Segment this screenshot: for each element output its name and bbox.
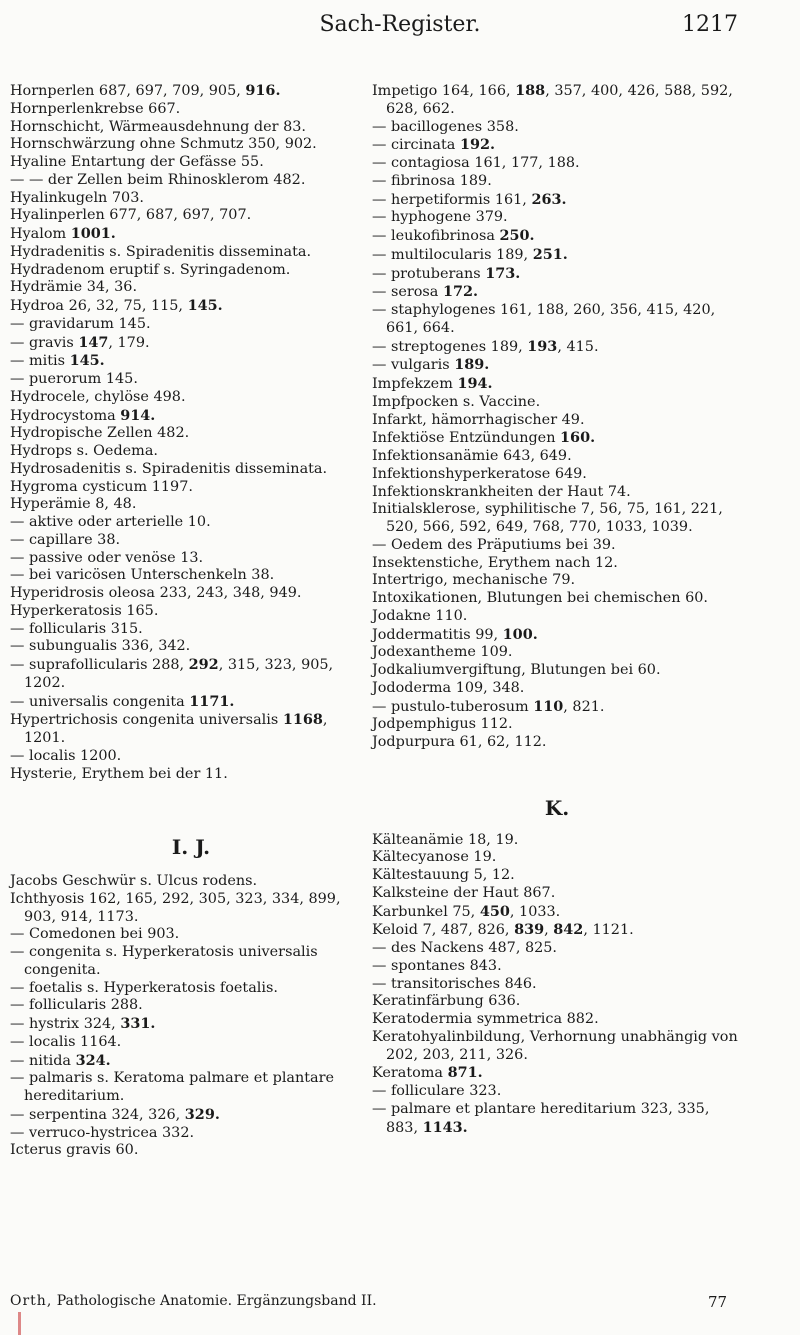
- entry-text: Keratinfärbung 636.: [372, 993, 521, 1010]
- entry-text: — transitorisches 846.: [372, 975, 537, 992]
- index-entry: [10, 461, 372, 479]
- entry-text: Hyalinperlen 677, 687, 697, 707.: [10, 207, 252, 224]
- entry-text: , 315, 323, 905, 1202.: [24, 657, 334, 691]
- entry-text: Jacobs Geschwür s. Ulcus rodens.: [10, 873, 258, 889]
- entry-text: Hyalinkugeln 703.: [10, 189, 144, 206]
- entry-text: Kalksteine der Haut 867.: [372, 884, 556, 901]
- index-entry: [372, 82, 742, 119]
- index-entry: [372, 940, 742, 958]
- entry-text: Keratohyalinbildung, Verhornung unabhängig von 202, 203, 211, 326.: [372, 1028, 738, 1063]
- entry-text: Hydrocystoma: [10, 407, 121, 424]
- entry-text: — capillare 38.: [10, 531, 121, 548]
- margin-line: [0, 1312, 21, 1335]
- entry-text: Jodpurpura 61, 62, 112.: [372, 734, 547, 750]
- entry-text: Infektionsanämie 643, 649.: [372, 448, 572, 464]
- index-entry: [10, 1034, 372, 1052]
- index-entry: [372, 1064, 742, 1083]
- index-entry: [372, 608, 742, 626]
- entry-bold-ref: 194.: [457, 375, 493, 392]
- entry-text: Jodexantheme 109.: [372, 644, 513, 661]
- index-entry: [10, 190, 372, 208]
- index-entry: [372, 412, 742, 430]
- index-entry: [372, 448, 742, 466]
- index-entry: [10, 585, 372, 603]
- entry-text: , 1121.: [583, 922, 634, 939]
- entry-text: Keratoma: [372, 1065, 448, 1082]
- entry-bold-ref: 914.: [120, 406, 156, 424]
- entry-text: — folliculare 323.: [372, 1083, 502, 1099]
- index-entry: [372, 394, 742, 412]
- index-entry: [10, 656, 372, 693]
- entry-text: Hydrosadenitis s. Spiradenitis disseminata.: [10, 460, 328, 477]
- entry-bold-ref: 842: [553, 921, 584, 939]
- index-entry: [372, 993, 742, 1011]
- index-entry: [372, 265, 742, 284]
- index-entry: [372, 976, 742, 994]
- index-entry: [10, 496, 372, 514]
- index-entry: [10, 297, 372, 316]
- index-entry: [10, 603, 372, 621]
- entry-text: Jodpemphigus 112.: [372, 716, 513, 733]
- entry-text: , 179.: [108, 334, 150, 351]
- entry-bold-ref: 1171.: [189, 692, 235, 710]
- entry-bold-ref: 871.: [447, 1064, 483, 1082]
- index-list-ij: [10, 873, 372, 1160]
- entry-text: Jododerma 109, 348.: [372, 679, 525, 696]
- index-entry: [372, 246, 742, 265]
- index-list-ij-cont: [372, 82, 742, 752]
- entry-text: Hyalom: [10, 226, 71, 242]
- entry-text: Hyperidrosis oleosa 233, 243, 348, 949.: [10, 585, 302, 601]
- index-entry: [372, 484, 742, 502]
- index-entry: [10, 262, 372, 280]
- index-entry: [372, 429, 742, 448]
- index-entry: [372, 119, 742, 137]
- index-entry: [10, 479, 372, 497]
- entry-text: — spontanes 843.: [372, 957, 502, 974]
- entry-text: Infektionskrankheiten der Haut 74.: [372, 483, 631, 500]
- index-entry: [372, 626, 742, 645]
- entry-bold-ref: 110: [533, 697, 564, 715]
- entry-text: Hydroa 26, 32, 75, 115,: [10, 298, 188, 314]
- entry-text: Hornschwärzung ohne Schmutz 350, 902.: [10, 136, 317, 153]
- index-entry: [10, 207, 372, 225]
- entry-text: , 415.: [557, 338, 599, 355]
- entry-text: — gravidarum 145.: [10, 315, 151, 332]
- entry-bold-ref: 145.: [187, 297, 223, 314]
- index-entry: [372, 662, 742, 680]
- entry-text: Hyaline Entartung der Gefässe 55.: [10, 154, 264, 170]
- index-entry: [10, 316, 372, 334]
- index-entry: [10, 334, 372, 353]
- entry-text: — aktive oder arterielle 10.: [10, 514, 211, 530]
- index-entry: [10, 748, 372, 766]
- entry-bold-ref: 331.: [120, 1015, 156, 1032]
- entry-text: — bacillogenes 358.: [372, 118, 519, 135]
- entry-text: — universalis congenita: [10, 693, 190, 710]
- footer-author: Orth,: [10, 1293, 53, 1309]
- index-list-h: [10, 82, 372, 783]
- index-entry: [372, 590, 742, 608]
- index-entry: [372, 1029, 742, 1065]
- entry-text: — localis 1200.: [10, 747, 122, 764]
- entry-text: — hystrix 324,: [10, 1016, 121, 1032]
- entry-text: — Oedem des Präputiums bei 39.: [372, 536, 616, 553]
- entry-text: — palmaris s. Keratoma palmare et plantare hereditarium.: [10, 1070, 335, 1104]
- entry-text: Intoxikationen, Blutungen bei chemischen 60.: [372, 590, 708, 606]
- entry-text: — follicularis 288.: [10, 997, 143, 1014]
- entry-text: — leukofibrinosa: [372, 228, 500, 244]
- entry-text: — suprafollicularis 288,: [10, 657, 189, 673]
- index-entry: [372, 572, 742, 590]
- entry-text: Hyperämie 8, 48.: [10, 496, 137, 513]
- entry-text: Icterus gravis 60.: [10, 1142, 139, 1159]
- entry-text: Kältecyanose 19.: [372, 849, 497, 866]
- index-entry: [10, 1015, 372, 1034]
- entry-text: — subungualis 336, 342.: [10, 638, 191, 655]
- index-entry: [10, 425, 372, 443]
- entry-bold-ref: 1168: [282, 711, 323, 729]
- page-number: 1217: [682, 12, 738, 37]
- entry-text: — localis 1164.: [10, 1033, 122, 1050]
- entry-text: — nitida: [10, 1052, 76, 1069]
- entry-text: — gravis: [10, 334, 79, 351]
- index-entry: [372, 555, 742, 573]
- index-entry: [10, 443, 372, 461]
- entry-text: — streptogenes 189,: [372, 338, 528, 355]
- index-entry: [10, 1125, 372, 1143]
- entry-text: Initialsklerose, syphilitische 7, 56, 75, 161, 221, 520, 566, 592, 649, 768, 770, 1033, 1039.: [372, 501, 723, 535]
- entry-text: , 1033.: [509, 903, 561, 920]
- index-entry: [10, 550, 372, 568]
- entry-text: Hysterie, Erythem bei der 11.: [10, 765, 228, 782]
- entry-text: — mitis: [10, 353, 70, 370]
- index-entry: [372, 155, 742, 173]
- index-entry: [10, 225, 372, 244]
- index-entry: [10, 980, 372, 998]
- entry-bold-ref: 192.: [459, 136, 496, 154]
- index-entry: [10, 1142, 372, 1160]
- entry-text: Hyperkeratosis 165.: [10, 602, 159, 619]
- entry-bold-ref: 329.: [184, 1105, 220, 1123]
- entry-text: Keratodermia symmetrica 882.: [372, 1011, 599, 1027]
- index-entry: [10, 621, 372, 639]
- entry-text: Impetigo 164, 166,: [372, 83, 516, 99]
- index-entry: [10, 926, 372, 944]
- index-entry: [372, 867, 742, 885]
- index-entry: [372, 698, 742, 717]
- section-heading-ij: I. J.: [171, 835, 211, 860]
- index-entry: [372, 921, 742, 940]
- index-entry: [372, 375, 742, 394]
- page-header: [0, 12, 800, 52]
- signature-mark: 77: [708, 1293, 728, 1311]
- index-entry: [10, 693, 372, 712]
- index-entry: [372, 680, 742, 698]
- entry-text: Keloid 7, 487, 826,: [372, 922, 515, 939]
- entry-text: Infektiöse Entzündungen: [372, 430, 561, 447]
- entry-text: , 357, 400, 426, 588, 592, 628, 662.: [386, 83, 733, 117]
- index-entry: [10, 119, 372, 137]
- entry-text: — follicularis 315.: [10, 620, 143, 637]
- entry-text: — bei varicösen Unterschenkeln 38.: [10, 567, 275, 584]
- entry-text: — contagiosa 161, 177, 188.: [372, 155, 580, 171]
- index-entry: [10, 172, 372, 190]
- index-entry: [372, 136, 742, 155]
- entry-text: — serosa: [372, 284, 443, 301]
- index-entry: [10, 389, 372, 407]
- entry-text: — hyphogene 379.: [372, 209, 508, 226]
- entry-text: Intertrigo, mechanische 79.: [372, 572, 576, 589]
- entry-text: Jodakne 110.: [372, 607, 468, 624]
- entry-text: — herpetiformis 161,: [372, 191, 532, 208]
- entry-text: Impfekzem: [372, 376, 458, 392]
- entry-text: Insektenstiche, Erythem nach 12.: [372, 554, 618, 571]
- entry-text: — foetalis s. Hyperkeratosis foetalis.: [10, 979, 278, 996]
- index-entry: [372, 716, 742, 734]
- index-entry: [10, 873, 372, 891]
- index-entry: [372, 356, 742, 375]
- right-column: [372, 82, 742, 1137]
- index-entry: [10, 279, 372, 297]
- index-entry: [10, 638, 372, 656]
- section-heading-k: K.: [544, 795, 570, 820]
- entry-text: Hornschicht, Wärmeausdehnung der 83.: [10, 118, 306, 135]
- index-entry: [10, 567, 372, 585]
- index-entry: [372, 191, 742, 210]
- index-entry: [372, 466, 742, 484]
- index-entry: [10, 944, 372, 980]
- entry-bold-ref: 1143.: [422, 1118, 468, 1136]
- entry-text: ,: [544, 922, 554, 939]
- index-entry: [372, 849, 742, 867]
- index-entry: [372, 885, 742, 903]
- index-entry: [372, 1101, 742, 1138]
- index-entry: [372, 501, 742, 537]
- footer-citation: [10, 1293, 377, 1309]
- index-entry: [372, 958, 742, 976]
- index-entry: [372, 903, 742, 922]
- entry-bold-ref: 250.: [499, 227, 535, 244]
- entry-text: Karbunkel 75,: [372, 903, 480, 920]
- entry-text: — congenita s. Hyperkeratosis universalis congenita.: [10, 944, 318, 978]
- entry-text: Hornperlenkrebse 667.: [10, 100, 181, 117]
- index-entry: [372, 1011, 742, 1029]
- entry-bold-ref: 172.: [442, 283, 479, 301]
- index-entry: [10, 711, 372, 748]
- entry-text: Kältestauung 5, 12.: [372, 867, 515, 883]
- entry-bold-ref: 251.: [532, 245, 568, 263]
- entry-text: Hydradenom eruptif s. Syringadenom.: [10, 261, 291, 278]
- index-entry: [10, 407, 372, 426]
- index-entry: [372, 302, 742, 338]
- entry-bold-ref: 324.: [75, 1051, 111, 1069]
- entry-text: — Comedonen bei 903.: [10, 926, 180, 943]
- index-entry: [372, 734, 742, 752]
- index-entry: [10, 766, 372, 784]
- entry-text: Ichthyosis 162, 165, 292, 305, 323, 334, 899, 903, 914, 1173.: [10, 890, 341, 925]
- entry-text: — palmare et plantare hereditarium 323, 335, 883,: [372, 1100, 710, 1136]
- entry-bold-ref: 100.: [502, 625, 538, 643]
- entry-text: , 1201.: [24, 712, 328, 746]
- index-entry: [372, 338, 742, 357]
- entry-text: Hornperlen 687, 697, 709, 905,: [10, 83, 246, 99]
- entry-text: — passive oder venöse 13.: [10, 549, 204, 566]
- index-entry: [10, 154, 372, 172]
- entry-text: Hydrocele, chylöse 498.: [10, 388, 186, 405]
- index-entry: [372, 1083, 742, 1101]
- entry-text: Kälteanämie 18, 19.: [372, 831, 519, 848]
- entry-text: Hydropische Zellen 482.: [10, 425, 190, 442]
- entry-text: — — der Zellen beim Rhinosklerom 482.: [10, 171, 306, 188]
- entry-bold-ref: 1001.: [70, 225, 116, 242]
- page-title: Sach-Register.: [319, 12, 481, 37]
- index-entry: [10, 101, 372, 119]
- index-entry: [372, 209, 742, 227]
- entry-text: — circinata: [372, 137, 460, 154]
- index-entry: [372, 644, 742, 662]
- entry-text: — fibrinosa 189.: [372, 172, 492, 189]
- index-entry: [10, 997, 372, 1015]
- entry-bold-ref: 292: [188, 656, 219, 673]
- entry-text: — staphylogenes 161, 188, 260, 356, 415, 420, 661, 664.: [372, 302, 716, 336]
- entry-text: Impfpocken s. Vaccine.: [372, 393, 541, 410]
- entry-text: Hydrämie 34, 36.: [10, 279, 138, 296]
- index-list-k: [372, 832, 742, 1138]
- index-entry: [372, 173, 742, 191]
- entry-text: Hygroma cysticum 1197.: [10, 478, 193, 495]
- entry-text: — puerorum 145.: [10, 371, 138, 387]
- index-entry: [372, 227, 742, 246]
- index-entry: [10, 514, 372, 532]
- index-entry: [10, 891, 372, 927]
- index-entry: [10, 82, 372, 101]
- index-entry: [10, 352, 372, 371]
- entry-text: — verruco-hystricea 332.: [10, 1124, 195, 1141]
- index-entry: [372, 832, 742, 850]
- index-entry: [10, 1106, 372, 1125]
- entry-text: — multilocularis 189,: [372, 246, 533, 263]
- entry-text: — des Nackens 487, 825.: [372, 940, 558, 956]
- index-entry: [10, 244, 372, 262]
- index-entry: [10, 371, 372, 389]
- entry-bold-ref: 147: [78, 333, 109, 351]
- entry-text: Joddermatitis 99,: [372, 626, 503, 643]
- entry-bold-ref: 450: [479, 902, 510, 920]
- index-entry: [10, 1070, 372, 1106]
- index-entry: [10, 1052, 372, 1071]
- entry-text: Infarkt, hämorrhagischer 49.: [372, 411, 585, 428]
- entry-text: — pustulo-tuberosum: [372, 698, 534, 715]
- index-entry: [10, 136, 372, 154]
- entry-text: Jodkaliumvergiftung, Blutungen bei 60.: [372, 662, 661, 678]
- entry-text: — vulgaris: [372, 357, 455, 374]
- entry-bold-ref: 263.: [531, 190, 567, 208]
- index-entry: [10, 532, 372, 550]
- entry-bold-ref: 189.: [454, 356, 490, 374]
- index-entry: [372, 537, 742, 555]
- entry-text: Infektionshyperkeratose 649.: [372, 465, 587, 482]
- entry-bold-ref: 173.: [485, 264, 521, 282]
- entry-text: , 821.: [563, 698, 605, 715]
- entry-bold-ref: 188: [515, 82, 546, 99]
- entry-text: — protuberans: [372, 265, 486, 282]
- index-entry: [372, 283, 742, 302]
- entry-bold-ref: 839: [514, 921, 545, 939]
- entry-bold-ref: 916.: [245, 82, 281, 99]
- entry-bold-ref: 160.: [560, 429, 596, 447]
- entry-text: — serpentina 324, 326,: [10, 1106, 185, 1123]
- entry-text: Hydradenitis s. Spiradenitis disseminata.: [10, 243, 312, 260]
- footer-work: Pathologische Anatomie. Ergänzungsband II.: [56, 1293, 377, 1309]
- entry-bold-ref: 145.: [69, 352, 105, 370]
- entry-text: Hydrops s. Oedema.: [10, 443, 158, 459]
- entry-bold-ref: 193: [527, 337, 558, 355]
- entry-text: Hypertrichosis congenita universalis: [10, 712, 283, 729]
- left-column: [10, 82, 372, 1160]
